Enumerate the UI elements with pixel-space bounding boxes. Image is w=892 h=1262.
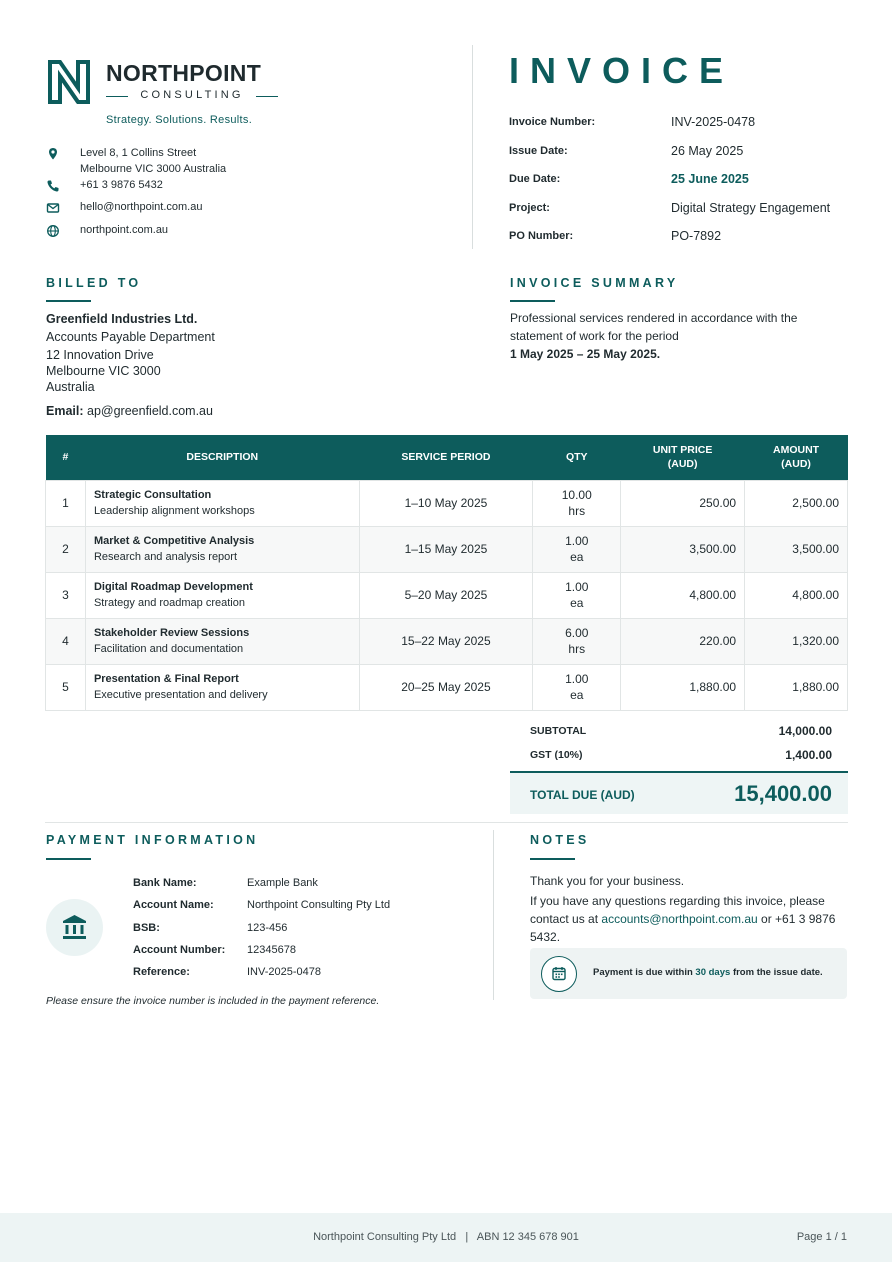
billed-to-address [46,311,215,395]
row-qty-value: 10.00 [561,488,592,502]
account-number-label: Account Number: [133,944,226,956]
company-phone: +61 3 9876 5432 [80,179,163,191]
summary-heading: INVOICE SUMMARY [510,276,679,290]
gst-label: GST (10%) [530,749,583,761]
col-num: # [46,435,86,480]
row-period: 20–25 May 2025 [359,664,533,710]
row-title: Market & Competitive Analysis [93,535,255,547]
due-date-label: Due Date: [509,173,561,185]
client-street: 12 Innovation Drive [46,348,154,362]
row-unit-price: 1,880.00 [621,664,745,710]
col-description: DESCRIPTION [85,435,359,480]
col-qty: QTY [533,435,621,480]
row-amount: 1,880.00 [745,664,848,710]
company-website[interactable]: northpoint.com.au [80,224,169,236]
table-row [46,664,848,710]
row-amount: 4,800.00 [745,572,848,618]
address-line2: Melbourne VIC 3000 Australia [80,163,227,175]
notes-heading: NOTES [530,833,590,847]
line-items-table [45,435,848,711]
table-row [46,480,848,526]
payment-notes-divider [493,830,494,1000]
header-divider [472,45,473,249]
row-period: 1–10 May 2025 [359,480,533,526]
summary-text: Professional services rendered in accordance with the statement of work for the period [510,311,798,343]
invoice-number-value: INV-2025-0478 [671,115,756,129]
row-qty-value: 1.00 [565,534,589,548]
client-email-label: Email: [46,404,84,418]
client-email-line [46,404,213,418]
row-title: Stakeholder Review Sessions [93,627,250,639]
notes-question-text: If you have any questions regarding this invoice, please contact us at [530,894,825,926]
total-due-value: 15,400.00 [734,781,832,806]
row-num: 1 [46,480,86,526]
bank-icon-badge [46,899,103,956]
page-footer [0,1213,892,1262]
bank-icon [61,913,88,941]
bsb-label: BSB: [133,922,160,934]
row-unit-price: 220.00 [621,618,745,664]
summary-underline [510,300,555,302]
issue-date-value: 26 May 2025 [671,144,744,158]
row-description [85,572,359,618]
row-detail: Strategy and roadmap creation [93,597,245,609]
calendar-icon [552,966,566,981]
row-title: Digital Roadmap Development [93,581,253,593]
row-num: 4 [46,618,86,664]
row-num: 3 [46,572,86,618]
row-unit-price: 3,500.00 [621,526,745,572]
project-value: Digital Strategy Engagement [671,201,831,215]
col-amount-line1: AMOUNT [772,444,820,457]
location-pin-icon [46,147,60,161]
client-email[interactable]: ap@greenfield.com.au [87,404,213,418]
globe-icon [46,224,60,238]
po-number-label: PO Number: [509,230,574,242]
col-amount [745,435,848,480]
row-amount: 3,500.00 [745,526,848,572]
northpoint-logo-icon [48,60,90,104]
row-unit-price: 250.00 [621,480,745,526]
payment-note: Please ensure the invoice number is included in the payment reference. [46,995,380,1007]
reference-value: INV-2025-0478 [247,966,321,978]
summary-period: 1 May 2025 – 25 May 2025. [510,347,661,361]
row-qty-unit: ea [570,596,584,610]
notes-underline [530,858,575,860]
row-qty [533,480,621,526]
calendar-icon-badge [541,956,577,992]
col-amount-line2: (AUD) [781,458,811,471]
row-num: 2 [46,526,86,572]
row-qty [533,618,621,664]
invoice-number-label: Invoice Number: [509,116,596,128]
row-period: 5–20 May 2025 [359,572,533,618]
subtotal-value: 14,000.00 [778,724,832,738]
client-city: Melbourne VIC 3000 [46,364,161,378]
total-due-box [510,771,848,814]
col-service-period: SERVICE PERIOD [359,435,533,480]
col-unit-price-line1: UNIT PRICE [652,444,713,457]
due-pre: Payment is due within [593,967,693,978]
row-description [85,480,359,526]
row-qty [533,664,621,710]
row-detail: Research and analysis report [93,551,238,563]
notes-contact-email[interactable]: accounts@northpoint.com.au [601,912,758,926]
client-company: Greenfield Industries Ltd. [46,312,198,326]
row-title: Strategic Consultation [93,489,212,501]
notes-thanks: Thank you for your business. [530,874,685,888]
footer-abn: ABN 12 345 678 901 [476,1231,579,1243]
row-detail: Leadership alignment workshops [93,505,255,517]
row-qty-unit: hrs [568,642,586,656]
due-days: 30 days [695,967,731,978]
row-period: 15–22 May 2025 [359,618,533,664]
subtotal-label: SUBTOTAL [530,725,587,737]
footer-company: Northpoint Consulting Pty Ltd [313,1231,457,1243]
notes-text [530,872,848,948]
payment-underline [46,858,91,860]
table-row [46,618,848,664]
notes-question [530,892,848,946]
po-number-value: PO-7892 [671,229,722,243]
row-period: 1–15 May 2025 [359,526,533,572]
company-name: NORTHPOINT [106,60,262,86]
table-row [46,526,848,572]
company-subname: CONSULTING [106,89,278,101]
footer-company-info [0,1231,892,1243]
col-unit-price-line2: (AUD) [667,458,698,471]
payment-due-callout [530,948,847,999]
notes-or: or [761,912,772,926]
phone-icon [46,179,60,193]
address-line1: Level 8, 1 Collins Street [80,147,197,159]
company-email[interactable]: hello@northpoint.com.au [80,201,203,213]
row-qty [533,526,621,572]
issue-date-label: Issue Date: [509,145,568,157]
row-title: Presentation & Final Report [93,673,239,685]
row-description [85,664,359,710]
notes-contact-phone: +61 3 9876 5432. [530,912,836,944]
account-name-label: Account Name: [133,899,214,911]
invoice-title: INVOICE [509,50,735,91]
row-qty-unit: ea [570,688,584,702]
mail-icon [46,201,60,215]
row-qty-unit: ea [570,550,584,564]
bank-name-value: Example Bank [247,877,318,889]
row-amount: 2,500.00 [745,480,848,526]
row-description [85,618,359,664]
row-description [85,526,359,572]
client-country: Australia [46,380,95,394]
table-header-row [46,435,848,480]
due-date-value: 25 June 2025 [671,172,749,186]
row-detail: Facilitation and documentation [93,643,244,655]
company-tagline: Strategy. Solutions. Results. [106,114,253,126]
footer-separator: | [465,1231,469,1243]
row-num: 5 [46,664,86,710]
company-logo [48,58,288,106]
total-due-label: TOTAL DUE (AUD) [530,788,635,802]
billed-to-heading: BILLED TO [46,276,142,290]
bsb-value: 123-456 [247,922,288,934]
client-department: Accounts Payable Department [46,330,215,344]
payment-due-text [593,967,823,978]
row-qty-value: 6.00 [565,626,589,640]
footer-page-number: Page 1 / 1 [796,1231,847,1243]
bank-name-label: Bank Name: [133,877,197,889]
summary-text-block [510,309,840,363]
row-qty-value: 1.00 [565,672,589,686]
due-post: from the issue date. [732,967,823,978]
gst-value: 1,400.00 [785,748,832,762]
reference-label: Reference: [133,966,190,978]
account-number-value: 12345678 [247,944,296,956]
account-name-value: Northpoint Consulting Pty Ltd [247,899,391,911]
row-amount: 1,320.00 [745,618,848,664]
project-label: Project: [509,202,550,214]
payment-heading: PAYMENT INFORMATION [46,833,259,847]
billed-to-underline [46,300,91,302]
table-row [46,572,848,618]
row-unit-price: 4,800.00 [621,572,745,618]
col-unit-price [621,435,745,480]
row-qty-value: 1.00 [565,580,589,594]
row-detail: Executive presentation and delivery [93,689,268,701]
row-qty [533,572,621,618]
row-qty-unit: hrs [568,504,586,518]
section-divider [45,822,848,823]
